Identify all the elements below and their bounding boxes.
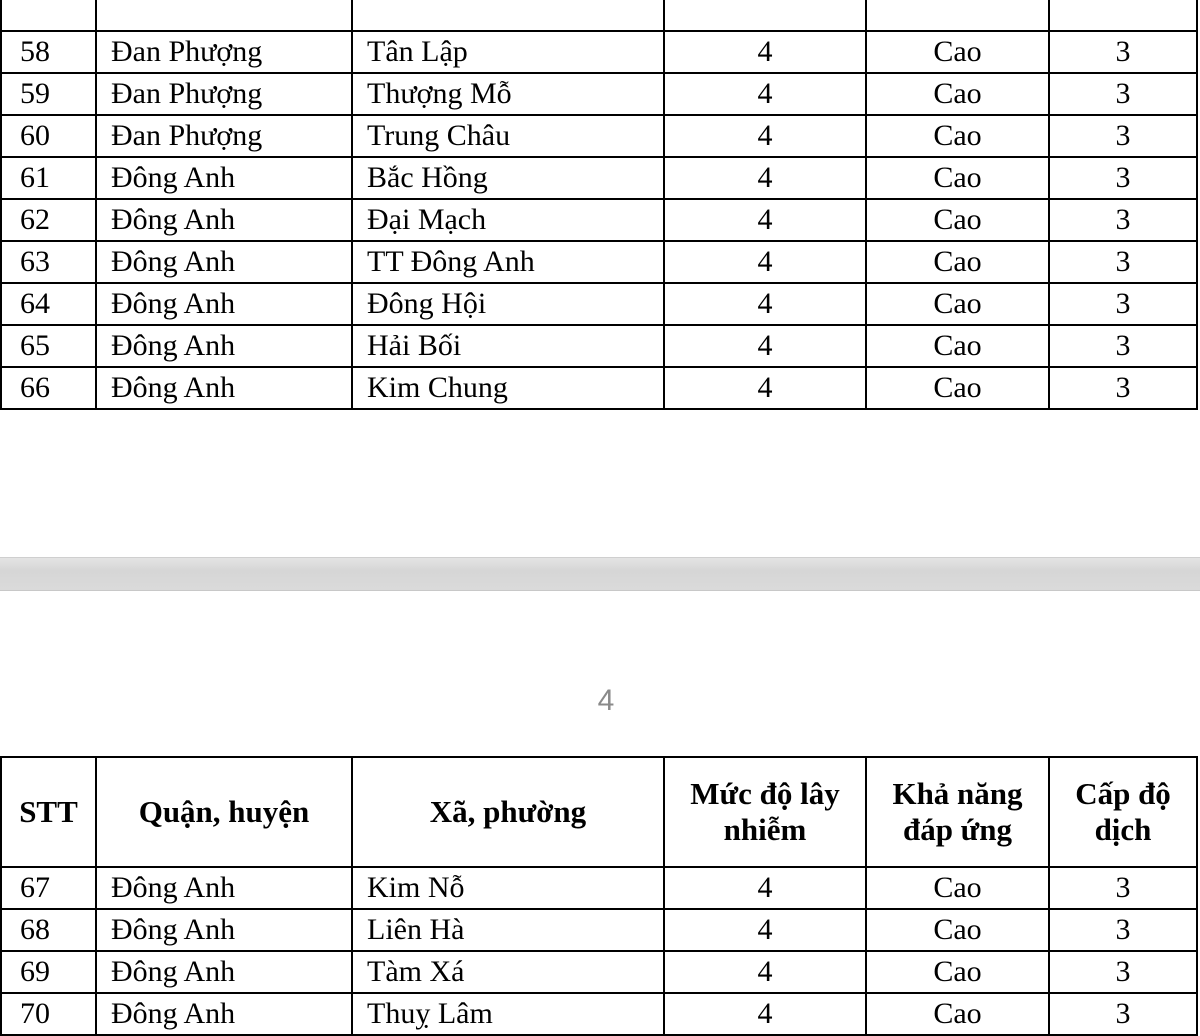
infection-cell: 4 bbox=[664, 199, 866, 241]
capacity-cell: Cao bbox=[866, 367, 1049, 409]
district-cell: Đông Anh bbox=[96, 909, 352, 951]
stt-cell: 65 bbox=[1, 325, 96, 367]
header-response-capacity: Khả năng đáp ứng bbox=[866, 757, 1049, 867]
stt-cell: 68 bbox=[1, 909, 96, 951]
district-cell: Đan Phượng bbox=[96, 73, 352, 115]
stt-cell: 63 bbox=[1, 241, 96, 283]
page3-table-body bbox=[1, 0, 1197, 409]
district-cell: Đông Anh bbox=[96, 241, 352, 283]
ward-cell bbox=[352, 0, 664, 31]
table-row bbox=[1, 115, 1197, 157]
capacity-cell: Cao bbox=[866, 909, 1049, 951]
level-cell: 3 bbox=[1049, 951, 1197, 993]
capacity-cell: Cao bbox=[866, 867, 1049, 909]
district-cell: Đông Anh bbox=[96, 283, 352, 325]
stt-cell: 59 bbox=[1, 73, 96, 115]
level-cell: 3 bbox=[1049, 241, 1197, 283]
ward-cell: Tân Lập bbox=[352, 31, 664, 73]
capacity-cell: Cao bbox=[866, 31, 1049, 73]
ward-cell: Thuỵ Lâm bbox=[352, 993, 664, 1035]
district-cell: Đông Anh bbox=[96, 951, 352, 993]
capacity-cell: Cao bbox=[866, 325, 1049, 367]
capacity-cell: Cao bbox=[866, 241, 1049, 283]
infection-cell: 4 bbox=[664, 951, 866, 993]
header-stt: STT bbox=[1, 757, 96, 867]
stt-cell: 61 bbox=[1, 157, 96, 199]
stt-cell bbox=[1, 0, 96, 31]
infection-cell bbox=[664, 0, 866, 31]
table-row bbox=[1, 993, 1197, 1035]
ward-cell: Đông Hội bbox=[352, 283, 664, 325]
district-cell: Đông Anh bbox=[96, 325, 352, 367]
stt-cell: 58 bbox=[1, 31, 96, 73]
capacity-cell bbox=[866, 0, 1049, 31]
district-cell: Đông Anh bbox=[96, 867, 352, 909]
district-cell: Đan Phượng bbox=[96, 31, 352, 73]
level-cell: 3 bbox=[1049, 157, 1197, 199]
page4-table bbox=[0, 756, 1198, 1036]
capacity-cell: Cao bbox=[866, 115, 1049, 157]
table-row bbox=[1, 951, 1197, 993]
page3-table bbox=[0, 0, 1198, 410]
infection-cell: 4 bbox=[664, 325, 866, 367]
header-infection-level: Mức độ lây nhiễm bbox=[664, 757, 866, 867]
stt-cell: 70 bbox=[1, 993, 96, 1035]
table-header bbox=[1, 757, 1197, 867]
table-row bbox=[1, 241, 1197, 283]
district-cell: Đông Anh bbox=[96, 993, 352, 1035]
level-cell: 3 bbox=[1049, 283, 1197, 325]
table-row bbox=[1, 31, 1197, 73]
level-cell: 3 bbox=[1049, 325, 1197, 367]
level-cell: 3 bbox=[1049, 367, 1197, 409]
district-cell: Đông Anh bbox=[96, 199, 352, 241]
stt-cell: 62 bbox=[1, 199, 96, 241]
capacity-cell: Cao bbox=[866, 951, 1049, 993]
table-row bbox=[1, 325, 1197, 367]
district-cell bbox=[96, 0, 352, 31]
infection-cell: 4 bbox=[664, 867, 866, 909]
ward-cell: Hải Bối bbox=[352, 325, 664, 367]
infection-cell: 4 bbox=[664, 993, 866, 1035]
level-cell: 3 bbox=[1049, 867, 1197, 909]
table-row bbox=[1, 909, 1197, 951]
table-row bbox=[1, 157, 1197, 199]
table-row bbox=[1, 73, 1197, 115]
table-row bbox=[1, 199, 1197, 241]
capacity-cell: Cao bbox=[866, 283, 1049, 325]
infection-cell: 4 bbox=[664, 157, 866, 199]
header-district: Quận, huyện bbox=[96, 757, 352, 867]
infection-cell: 4 bbox=[664, 367, 866, 409]
stt-cell: 64 bbox=[1, 283, 96, 325]
ward-cell: Trung Châu bbox=[352, 115, 664, 157]
stt-cell: 60 bbox=[1, 115, 96, 157]
ward-cell: Liên Hà bbox=[352, 909, 664, 951]
stt-cell: 69 bbox=[1, 951, 96, 993]
ward-cell: Đại Mạch bbox=[352, 199, 664, 241]
page4-table-body bbox=[1, 867, 1197, 1035]
district-cell: Đan Phượng bbox=[96, 115, 352, 157]
level-cell: 3 bbox=[1049, 993, 1197, 1035]
ward-cell: TT Đông Anh bbox=[352, 241, 664, 283]
table-row bbox=[1, 367, 1197, 409]
infection-cell: 4 bbox=[664, 909, 866, 951]
header-row bbox=[1, 757, 1197, 867]
page-break-divider bbox=[0, 557, 1200, 591]
capacity-cell: Cao bbox=[866, 199, 1049, 241]
table-row bbox=[1, 283, 1197, 325]
district-cell: Đông Anh bbox=[96, 157, 352, 199]
table-row bbox=[1, 867, 1197, 909]
stt-cell: 67 bbox=[1, 867, 96, 909]
level-cell: 3 bbox=[1049, 115, 1197, 157]
level-cell: 3 bbox=[1049, 73, 1197, 115]
capacity-cell: Cao bbox=[866, 993, 1049, 1035]
district-cell: Đông Anh bbox=[96, 367, 352, 409]
infection-cell: 4 bbox=[664, 115, 866, 157]
infection-cell: 4 bbox=[664, 283, 866, 325]
level-cell: 3 bbox=[1049, 199, 1197, 241]
level-cell: 3 bbox=[1049, 31, 1197, 73]
level-cell: 3 bbox=[1049, 909, 1197, 951]
table-row bbox=[1, 0, 1197, 31]
ward-cell: Kim Nỗ bbox=[352, 867, 664, 909]
ward-cell: Kim Chung bbox=[352, 367, 664, 409]
header-ward: Xã, phường bbox=[352, 757, 664, 867]
level-cell bbox=[1049, 0, 1197, 31]
header-epidemic-level: Cấp độ dịch bbox=[1049, 757, 1197, 867]
infection-cell: 4 bbox=[664, 241, 866, 283]
infection-cell: 4 bbox=[664, 73, 866, 115]
stt-cell: 66 bbox=[1, 367, 96, 409]
capacity-cell: Cao bbox=[866, 73, 1049, 115]
infection-cell: 4 bbox=[664, 31, 866, 73]
ward-cell: Thượng Mỗ bbox=[352, 73, 664, 115]
ward-cell: Tàm Xá bbox=[352, 951, 664, 993]
ward-cell: Bắc Hồng bbox=[352, 157, 664, 199]
page-number: 4 bbox=[597, 684, 615, 717]
capacity-cell: Cao bbox=[866, 157, 1049, 199]
